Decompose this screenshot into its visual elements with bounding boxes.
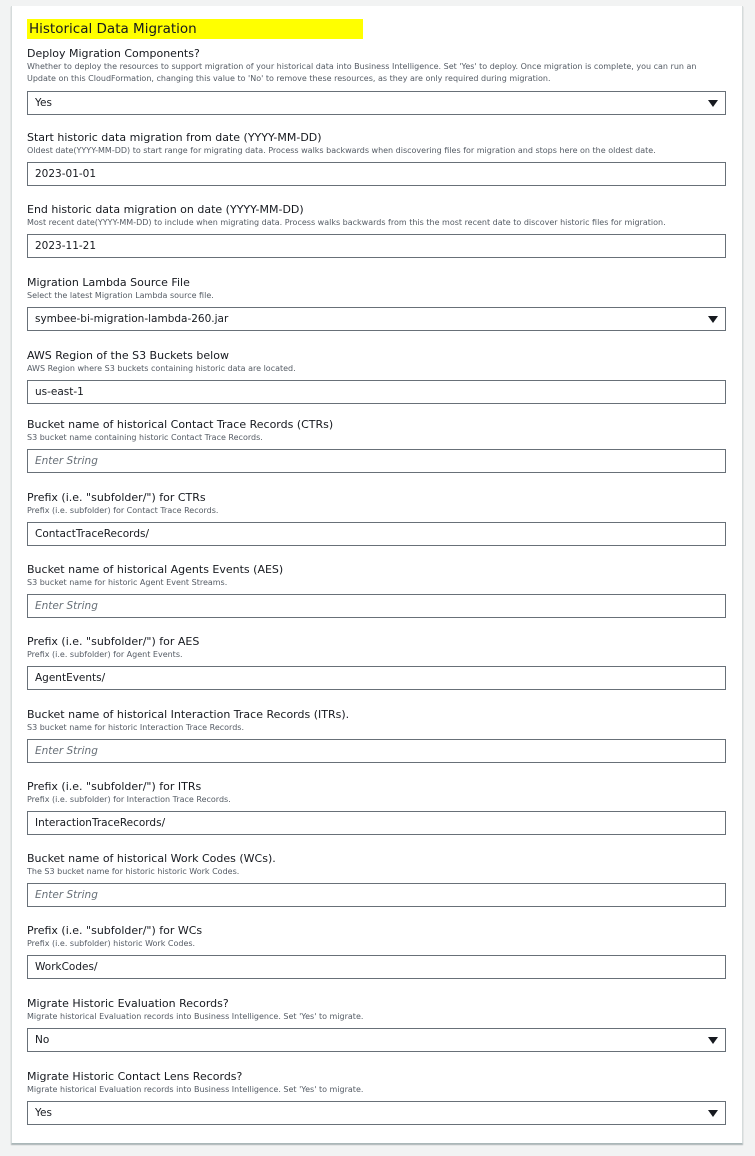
field-description: Most recent date(YYYY-MM-DD) to include when migrating data. Process walks backwards from this the most recent date to discover historic files for migration. bbox=[27, 218, 666, 227]
field-label: Prefix (i.e. "subfolder/") for WCs bbox=[27, 924, 203, 937]
field-label: End historic data migration on date (YYYY-MM-DD) bbox=[27, 203, 304, 216]
input-value: AgentEvents/ bbox=[35, 672, 106, 684]
field-description: AWS Region where S3 buckets containing historic data are located. bbox=[27, 364, 296, 373]
ctr-prefix-input[interactable] bbox=[27, 522, 726, 546]
wc-bucket-field bbox=[27, 852, 727, 901]
field-label: Bucket name of historical Contact Trace Records (CTRs) bbox=[27, 418, 334, 431]
end-date-field bbox=[27, 203, 727, 252]
input-value: ContactTraceRecords/ bbox=[35, 528, 149, 540]
deploy-migration-select[interactable] bbox=[27, 91, 726, 115]
migrate-evaluation-select[interactable] bbox=[27, 1028, 726, 1052]
field-label: Prefix (i.e. "subfolder/") for CTRs bbox=[27, 491, 206, 504]
start-date-input[interactable] bbox=[27, 162, 726, 186]
input-value: InteractionTraceRecords/ bbox=[35, 817, 166, 829]
deploy-migration-field bbox=[27, 47, 727, 109]
field-description: Prefix (i.e. subfolder) for Agent Events. bbox=[27, 650, 183, 659]
lambda-source-field bbox=[27, 276, 727, 325]
input-value: 2023-01-01 bbox=[35, 168, 97, 180]
ctr-prefix-field bbox=[27, 491, 727, 540]
end-date-input[interactable] bbox=[27, 234, 726, 258]
field-label: Migrate Historic Evaluation Records? bbox=[27, 997, 229, 1010]
field-label: Migration Lambda Source File bbox=[27, 276, 190, 289]
ctr-bucket-input[interactable] bbox=[27, 449, 726, 473]
input-value: Yes bbox=[35, 1107, 52, 1119]
input-value: Yes bbox=[35, 97, 52, 109]
field-label: Deploy Migration Components? bbox=[27, 47, 200, 60]
itr-bucket-field bbox=[27, 708, 727, 757]
field-description: Migrate historical Evaluation records into Business Intelligence. Set 'Yes' to migrate. bbox=[27, 1085, 364, 1094]
itr-bucket-input[interactable] bbox=[27, 739, 726, 763]
aws-region-input[interactable] bbox=[27, 380, 726, 404]
input-value: us-east-1 bbox=[35, 386, 84, 398]
wc-bucket-input[interactable] bbox=[27, 883, 726, 907]
wc-prefix-field bbox=[27, 924, 727, 973]
input-value: 2023-11-21 bbox=[35, 240, 97, 252]
field-description: Prefix (i.e. subfolder) for Contact Trace Records. bbox=[27, 506, 219, 515]
field-label: Prefix (i.e. "subfolder/") for ITRs bbox=[27, 780, 202, 793]
field-description: Whether to deploy the resources to support migration of your historical data into Business Intelligence. Set 'Yes' to deploy. Once migration is complete, you can run an bbox=[27, 62, 697, 71]
caret-down-icon[interactable] bbox=[708, 1110, 718, 1117]
field-description: Migrate historical Evaluation records into Business Intelligence. Set 'Yes' to migrate. bbox=[27, 1012, 364, 1021]
field-label: Bucket name of historical Agents Events (AES) bbox=[27, 563, 284, 576]
field-label: Start historic data migration from date (YYYY-MM-DD) bbox=[27, 131, 322, 144]
field-description: Prefix (i.e. subfolder) for Interaction Trace Records. bbox=[27, 795, 231, 804]
section-title: Historical Data Migration bbox=[27, 19, 363, 39]
field-label: AWS Region of the S3 Buckets below bbox=[27, 349, 229, 362]
field-label: Prefix (i.e. "subfolder/") for AES bbox=[27, 635, 200, 648]
itr-prefix-field bbox=[27, 780, 727, 829]
migrate-contact-lens-select[interactable] bbox=[27, 1101, 726, 1125]
input-placeholder: Enter String bbox=[35, 455, 98, 467]
field-label: Migrate Historic Contact Lens Records? bbox=[27, 1070, 243, 1083]
lambda-source-select[interactable] bbox=[27, 307, 726, 331]
migrate-evaluation-field bbox=[27, 997, 727, 1046]
aes-prefix-field bbox=[27, 635, 727, 684]
caret-down-icon[interactable] bbox=[708, 1037, 718, 1044]
input-value: WorkCodes/ bbox=[35, 961, 98, 973]
input-value: No bbox=[35, 1034, 50, 1046]
field-description: S3 bucket name for historic Agent Event Streams. bbox=[27, 578, 228, 587]
field-label: Bucket name of historical Interaction Trace Records (ITRs). bbox=[27, 708, 350, 721]
ctr-bucket-field bbox=[27, 418, 727, 467]
itr-prefix-input[interactable] bbox=[27, 811, 726, 835]
input-placeholder: Enter String bbox=[35, 889, 98, 901]
input-placeholder: Enter String bbox=[35, 745, 98, 757]
migrate-contact-lens-field bbox=[27, 1070, 727, 1119]
field-description: Prefix (i.e. subfolder) historic Work Codes. bbox=[27, 939, 196, 948]
field-description: S3 bucket name containing historic Contact Trace Records. bbox=[27, 433, 263, 442]
aws-region-field bbox=[27, 349, 727, 398]
field-label: Bucket name of historical Work Codes (WCs). bbox=[27, 852, 276, 865]
caret-down-icon[interactable] bbox=[708, 316, 718, 323]
wc-prefix-input[interactable] bbox=[27, 955, 726, 979]
start-date-field bbox=[27, 131, 727, 180]
input-value: symbee-bi-migration-lambda-260.jar bbox=[35, 313, 229, 325]
migration-panel bbox=[11, 6, 743, 1144]
field-description: Select the latest Migration Lambda source file. bbox=[27, 291, 214, 300]
field-description: Oldest date(YYYY-MM-DD) to start range for migrating data. Process walks backwards when discovering files for migration and stops here on the oldest date. bbox=[27, 146, 656, 155]
aes-prefix-input[interactable] bbox=[27, 666, 726, 690]
input-placeholder: Enter String bbox=[35, 600, 98, 612]
field-description: The S3 bucket name for historic historic Work Codes. bbox=[27, 867, 240, 876]
aes-bucket-field bbox=[27, 563, 727, 612]
aes-bucket-input[interactable] bbox=[27, 594, 726, 618]
field-description-line2: Update on this CloudFormation, changing this value to 'No' to remove these resources, as they are only required during migration. bbox=[27, 74, 551, 83]
field-description: S3 bucket name for historic Interaction Trace Records. bbox=[27, 723, 244, 732]
caret-down-icon[interactable] bbox=[708, 100, 718, 107]
